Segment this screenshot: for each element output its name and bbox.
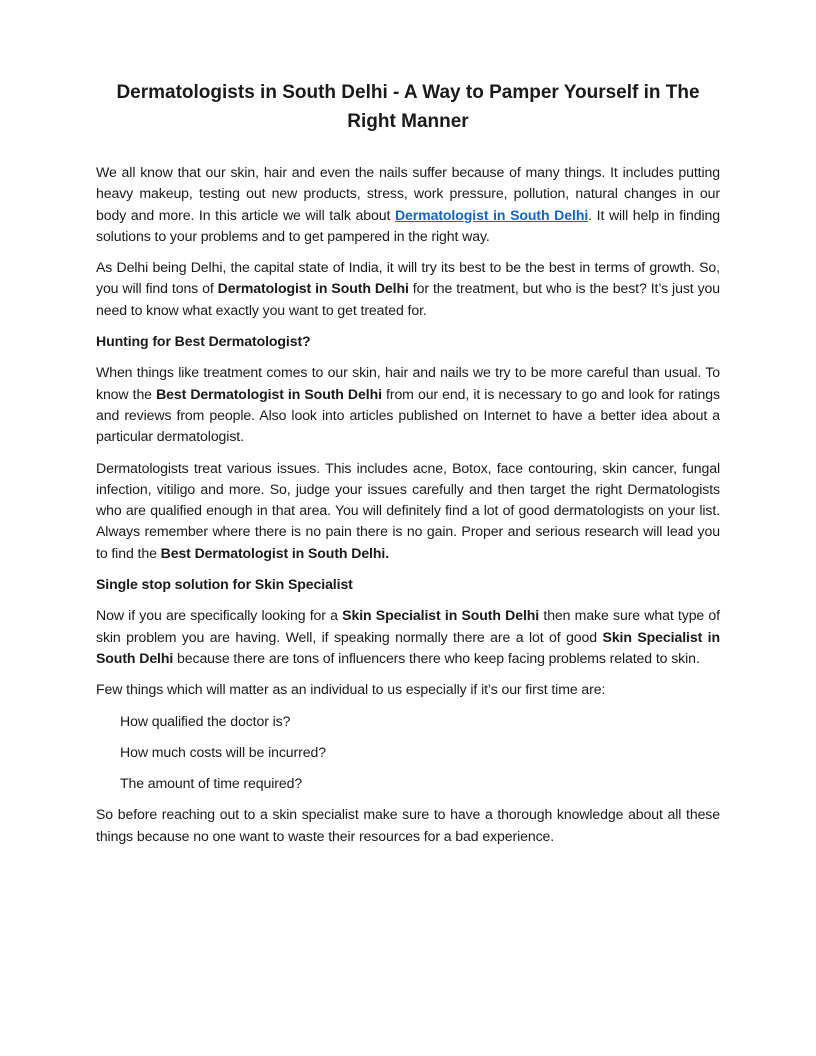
page-title: Dermatologists in South Delhi - A Way to Pamper Yourself in The Right Manner <box>116 82 700 132</box>
treatment-text-2: from our end, it is necessary to go and look for ratings and reviews from people. Also look into articles published on Internet to have a better idea about a particular dermatologist. <box>96 385 720 445</box>
document-page <box>96 78 720 857</box>
specialist-text-2: then make sure what type of skin problem you are having. Well, if speaking normally there are a lot of good <box>96 607 720 645</box>
few-things-paragraph: Few things which will matter as an individual to us especially if it’s our first time are: <box>96 681 606 698</box>
delhi-text-1: As Delhi being Delhi, the capital state of India, it will try its best to be the best in terms of growth. So, you will find tons of <box>96 259 720 297</box>
list-item: The amount of time required? <box>120 775 303 792</box>
treatment-text-1: When things like treatment comes to our skin, hair and nails we try to be more careful than usual. To know the <box>96 364 720 402</box>
dermatologist-link[interactable]: Dermatologist in South Delhi <box>394 206 589 223</box>
closing-paragraph: So before reaching out to a skin specialist make sure to have a thorough knowledge about all these things because no one want to waste their resources for a bad experience. <box>96 806 720 844</box>
delhi-text-2: for the treatment, but who is the best? It’s just you need to know what exactly you want to get treated for. <box>96 280 720 318</box>
treatment-bold-1: Best Dermatologist in South Delhi <box>156 385 382 402</box>
specialist-paragraph <box>96 605 720 669</box>
intro-paragraph <box>96 162 720 247</box>
delhi-paragraph <box>96 257 720 321</box>
section-heading-hunting: Hunting for Best Dermatologist? <box>96 333 311 350</box>
specialist-bold-2: Skin Specialist in South Delhi <box>96 628 720 666</box>
specialist-bold-1: Skin Specialist in South Delhi <box>342 607 540 624</box>
list-item: How much costs will be incurred? <box>120 743 326 760</box>
intro-text-2: . It will help in finding solutions to your problems and to get pampered in the right way. <box>96 206 720 244</box>
issues-bold-1: Best Dermatologist in South Delhi. <box>160 544 390 561</box>
issues-paragraph <box>96 458 720 564</box>
intro-text-1: We all know that our skin, hair and even the nails suffer because of many things. It includes putting heavy makeup, testing out new products, stress, work pressure, pollution, natural changes in our body and more. In this article we will talk about <box>96 164 720 223</box>
treatment-paragraph <box>96 362 720 447</box>
delhi-bold-1: Dermatologist in South Delhi <box>217 280 409 297</box>
issues-text-1: Dermatologists treat various issues. This includes acne, Botox, face contouring, skin cancer, fungal infection, vitiligo and more. So, judge your issues carefully and then target the right Dermatologists who are qualified enough in that area. You will definitely find a lot of good dermatologists on your list. Always remember where there is no pain there is no gain. Proper and serious research will lead you to find the <box>96 459 720 561</box>
specialist-text-1: Now if you are specifically looking for a <box>96 607 343 624</box>
list-item: How qualified the doctor is? <box>120 712 291 729</box>
specialist-text-3: because there are tons of influencers there who keep facing problems related to skin. <box>173 649 700 666</box>
section-heading-specialist: Single stop solution for Skin Specialist <box>96 576 353 593</box>
